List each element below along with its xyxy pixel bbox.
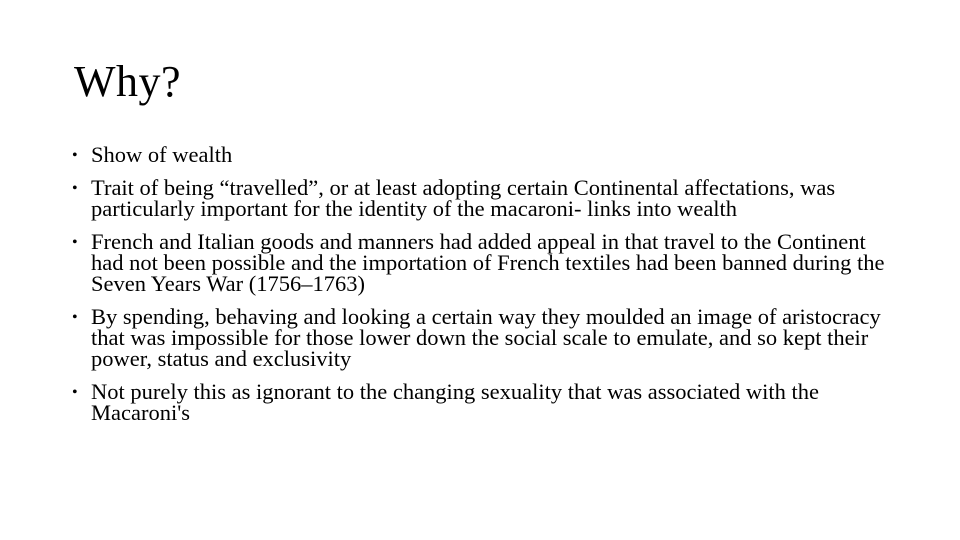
bullet-icon: • — [72, 234, 78, 251]
bullet-list — [72, 144, 902, 435]
bullet-icon: • — [72, 147, 78, 164]
slide-title: Why? — [74, 57, 182, 106]
bullet-item-travelled — [72, 177, 902, 219]
bullet-icon: • — [72, 180, 78, 197]
bullet-item-spending — [72, 306, 902, 369]
bullet-text: French and Italian goods and manners had added appeal in that travel to the Continent had not been possible and the importation of French textiles had been banned during the Seven Years War (1756–1763) — [91, 229, 885, 296]
bullet-text: By spending, behaving and looking a certain way they moulded an image of aristocracy that was impossible for those lower down the social scale to emulate, and so kept their power, status and exclusivity — [91, 304, 881, 371]
bullet-icon: • — [72, 309, 78, 326]
bullet-item-sexuality — [72, 381, 902, 423]
bullet-item-french-italian — [72, 231, 902, 294]
bullet-text: Not purely this as ignorant to the changing sexuality that was associated with the Macaroni's — [91, 379, 819, 425]
bullet-icon: • — [72, 384, 78, 401]
bullet-text: Trait of being “travelled”, or at least adopting certain Continental affectations, was particularly important for the identity of the macaroni- links into wealth — [91, 175, 836, 221]
bullet-item-wealth — [72, 144, 902, 165]
bullet-text: Show of wealth — [91, 142, 233, 167]
